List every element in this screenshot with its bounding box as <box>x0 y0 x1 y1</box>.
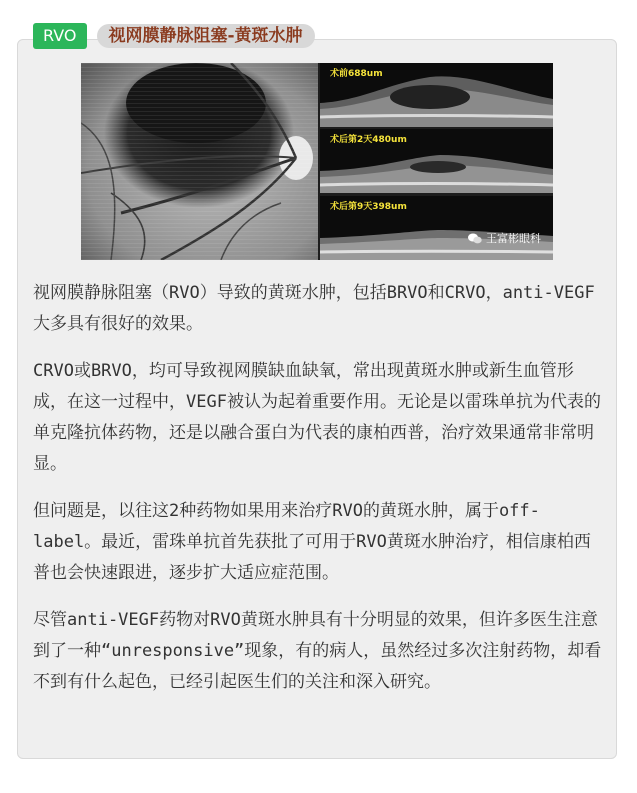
paragraph-3: 但问题是，以往这2种药物如果用来治疗RVO的黄斑水肿，属于off-label。最近，雷珠单抗首先获批了可用于RVO黄斑水肿治疗，相信康柏西普也会快速跟进，逐步扩大适应症范围。 <box>33 501 591 583</box>
header-row <box>33 23 315 49</box>
oct-label-day2: 术后第2天480um <box>330 135 407 145</box>
oct-scan-preop <box>320 63 553 127</box>
watermark-text: 王富彬眼科 <box>486 232 541 245</box>
category-tag: RVO <box>33 23 87 49</box>
article-body <box>33 278 605 714</box>
oct-label-day9: 术后第9天398um <box>330 202 407 212</box>
wechat-icon <box>468 233 482 244</box>
paragraph-4: 尽管anti-VEGF药物对RVO黄斑水肿具有十分明显的效果，但许多医生注意到了一种“unresponsive”现象，有的病人，虽然经过多次注射药物，却看不到有什么起色，已经引起医生们的关注和深入研究。 <box>33 610 602 692</box>
fundus-image <box>81 63 318 260</box>
medical-figure <box>81 63 553 260</box>
oct-label-preop: 术前688um <box>330 69 383 79</box>
oct-scan-day2 <box>320 129 553 193</box>
paragraph-1: 视网膜静脉阻塞（RVO）导致的黄斑水肿，包括BRVO和CRVO，anti-VEGF大多具有很好的效果。 <box>33 283 595 334</box>
watermark <box>468 230 541 246</box>
oct-scan-day9 <box>320 196 553 260</box>
paragraph-2: CRVO或BRVO，均可导致视网膜缺血缺氧，常出现黄斑水肿或新生血管形成，在这一过程中，VEGF被认为起着重要作用。无论是以雷珠单抗为代表的单克隆抗体药物，还是以融合蛋白为代表的康柏西普，治疗效果通常非常明显。 <box>33 361 601 474</box>
section-title: 视网膜静脉阻塞-黄斑水肿 <box>97 24 315 48</box>
